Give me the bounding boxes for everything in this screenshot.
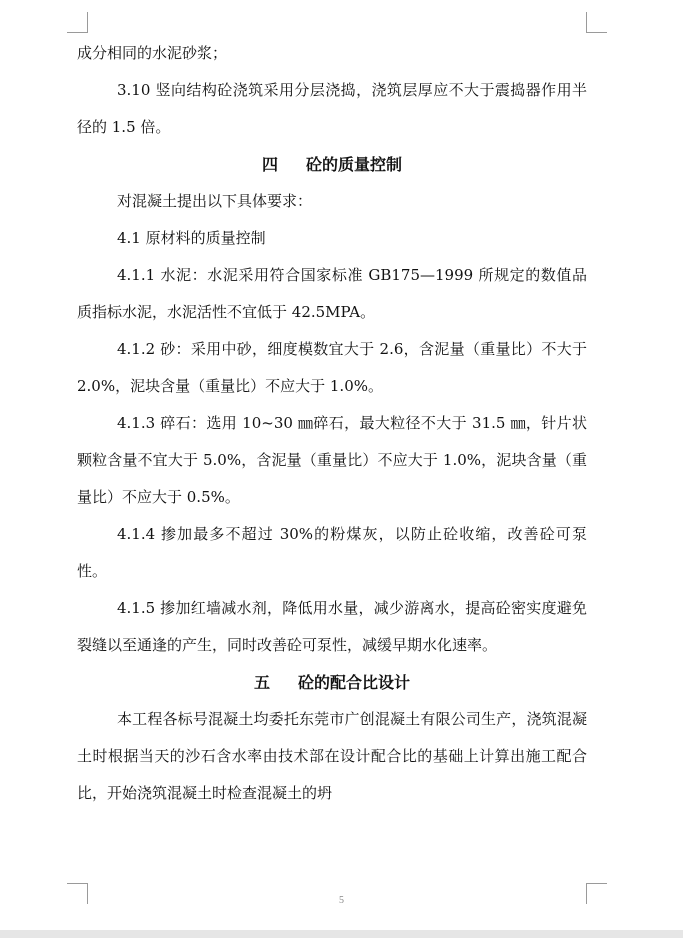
section-title: 砼的配合比设计 <box>298 673 411 692</box>
paragraph: 3.10 竖向结构砼浇筑采用分层浇捣，浇筑层厚应不大于震捣器作用半径的 1.5 倍。 <box>77 81 587 136</box>
page-bottom-edge <box>0 930 683 938</box>
section-title: 砼的质量控制 <box>306 155 403 174</box>
paragraph: 对混凝土提出以下具体要求： <box>117 192 313 210</box>
section-number: 五 <box>253 673 270 692</box>
paragraph: 4.1.1 水泥：水泥采用符合国家标准 GB175—1999 所规定的数值品质指标水泥，水泥活性不宜低于 42.5MPA。 <box>77 266 587 321</box>
section-heading <box>77 664 587 701</box>
paragraph: 4.1.4 掺加最多不超过 30%的粉煤灰，以防止砼收缩，改善砼可泵性。 <box>77 525 587 580</box>
paragraph: 4.1.3 碎石：选用 10~30 ㎜碎石，最大粒径不大于 31.5 ㎜，针片状颗粒含量不宜大于 5.0%，含泥量（重量比）不应大于 1.0%，泥块含量（重量比）不应大于 0.5%。 <box>77 414 587 506</box>
crop-mark-top-right <box>586 12 607 33</box>
paragraph: 4.1 原材料的质量控制 <box>117 229 266 247</box>
document-body <box>77 35 587 812</box>
paragraph: 4.1.5 掺加红墙减水剂，降低用水量，减少游离水，提高砼密实度避免裂缝以至通逢的产生，同时改善砼可泵性，减缓早期水化速率。 <box>77 599 587 654</box>
paragraph: 成分相同的水泥砂浆； <box>77 44 228 62</box>
section-heading <box>77 146 587 183</box>
section-number: 四 <box>261 155 278 174</box>
paragraph: 4.1.2 砂：采用中砂，细度模数宜大于 2.6，含泥量（重量比）不大于 2.0%，泥块含量（重量比）不应大于 1.0%。 <box>77 340 587 395</box>
paragraph: 本工程各标号混凝土均委托东莞市广创混凝土有限公司生产，浇筑混凝土时根据当天的沙石含水率由技术部在设计配合比的基础上计算出施工配合比，开始浇筑混凝土时检查混凝土的坍 <box>77 710 587 802</box>
crop-mark-top-left <box>67 12 88 33</box>
page-number: 5 <box>339 895 344 906</box>
